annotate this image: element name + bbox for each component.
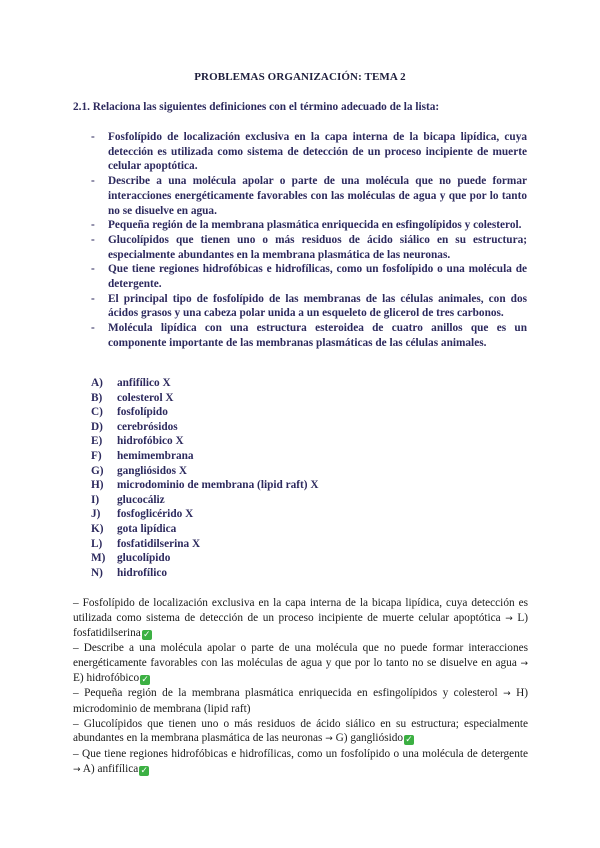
definition-item: - El principal tipo de fosfolípido de las membranas de las células animales, con dos ácidos grasos y una cabeza polar unida a un esqueleto de glicerol de tres carbonos. <box>91 292 527 320</box>
option-item: C) fosfolípido <box>91 406 168 419</box>
check-mark-icon: ✓ <box>142 630 151 640</box>
option-item: L) fosfatidilserina X <box>91 537 201 550</box>
check-mark-icon: ✓ <box>405 735 413 746</box>
definition-item: - Que tiene regiones hidrofóbicas e hidrofílicas, como un fosfolípido o una molécula de detergente. <box>91 263 527 291</box>
definition-item: - Describe a una molécula apolar o parte de una molécula que no puede formar interacciones energéticamente favorables con las moléculas de agua y que por lo tanto no se disuelve en agua. <box>91 175 527 217</box>
definition-item: - Fosfolípido de localización exclusiva en la capa interna de la bicapa lipídica, cuya detección es utilizada como sistema de detección de un proceso incipiente de muerte celular apoptótica. <box>91 131 527 173</box>
definition-item: - Glucolípidos que tienen uno o más residuos de ácido siálico en su estructura; especialmente abundantes en la membrana plasmática de las neuronas. <box>91 233 527 261</box>
option-item: G) gangliósidos X <box>91 464 187 477</box>
option-item: K) gota lipídica <box>91 522 177 535</box>
check-mark-icon: ✓ <box>140 765 149 776</box>
option-item: I) glucocáliz <box>91 493 165 506</box>
options-list <box>91 376 391 580</box>
dash-bullet: - <box>91 292 95 305</box>
option-item: A) anfifílico X <box>91 377 171 389</box>
question-heading: 2.1. Relaciona las siguientes definiciones con el término adecuado de la lista: <box>73 101 440 113</box>
dash-bullet: - <box>91 322 95 335</box>
dash-bullet: - <box>91 233 95 246</box>
option-item: F) hemimembrana <box>91 449 194 462</box>
dash-bullet: - <box>91 263 95 276</box>
definitions-list <box>91 130 527 351</box>
definition-item: - Molécula lipídica con una estructura esteroidea de cuatro anillos que es un componente importante de las membranas plasmáticas de las células animales. <box>91 322 527 349</box>
option-item: N) hidrofílico <box>91 566 168 579</box>
arrow-icon: → <box>73 764 81 775</box>
option-item: M) glucolípido <box>91 552 171 565</box>
option-item: D) cerebrósidos <box>91 420 178 433</box>
page-title: PROBLEMAS ORGANIZACIÓN: TEMA 2 <box>194 71 406 83</box>
dash-bullet: - <box>91 175 95 188</box>
dash-bullet: - <box>91 131 95 143</box>
answer-paragraph: – Fosfolípido de localización exclusiva en la capa interna de la bicapa lipídica, cuya detección es utilizada como sistema de detección de un proceso incipiente de muerte celular apoptótica → L) fosfatidilserina ✓ <box>73 597 529 640</box>
option-item: B) colesterol X <box>91 391 174 404</box>
dash-bullet: - <box>91 219 95 232</box>
answer-paragraph: – Que tiene regiones hidrofóbicas e hidrofílicas, como un fosfolípido o una molécula de detergente → A) anfifílica ✓ <box>73 748 528 776</box>
arrow-icon: → <box>325 734 333 745</box>
option-item: E) hidrofóbico X <box>91 435 184 448</box>
check-mark-icon: ✓ <box>141 675 149 686</box>
arrow-icon: → <box>503 689 511 700</box>
answer-paragraph: – Glucolípidos que tienen uno o más residuos de ácido siálico en su estructura; especialmente abundantes en la membrana plasmática de las neuronas → G) gangliósido ✓ <box>73 717 528 746</box>
definition-item: - Pequeña región de la membrana plasmática enriquecida en esfingolípidos y colesterol. <box>91 219 522 232</box>
option-item: H) microdominio de membrana (lipid raft) X <box>91 479 319 492</box>
answer-paragraph: – Pequeña región de la membrana plasmática enriquecida en esfingolípidos y colesterol → H) microdominio de membrana (lipid raft) <box>73 687 528 715</box>
answers-section <box>73 596 528 778</box>
answer-paragraph: – Describe a una molécula apolar o parte de una molécula que no puede formar interacciones energéticamente favorables con las moléculas de agua y que por lo tanto no se disuelve en agua → E) hidrofóbico ✓ <box>73 642 529 686</box>
arrow-icon: → <box>505 613 513 624</box>
option-item: J) fosfoglicérido X <box>91 508 194 521</box>
arrow-icon: → <box>520 658 529 669</box>
